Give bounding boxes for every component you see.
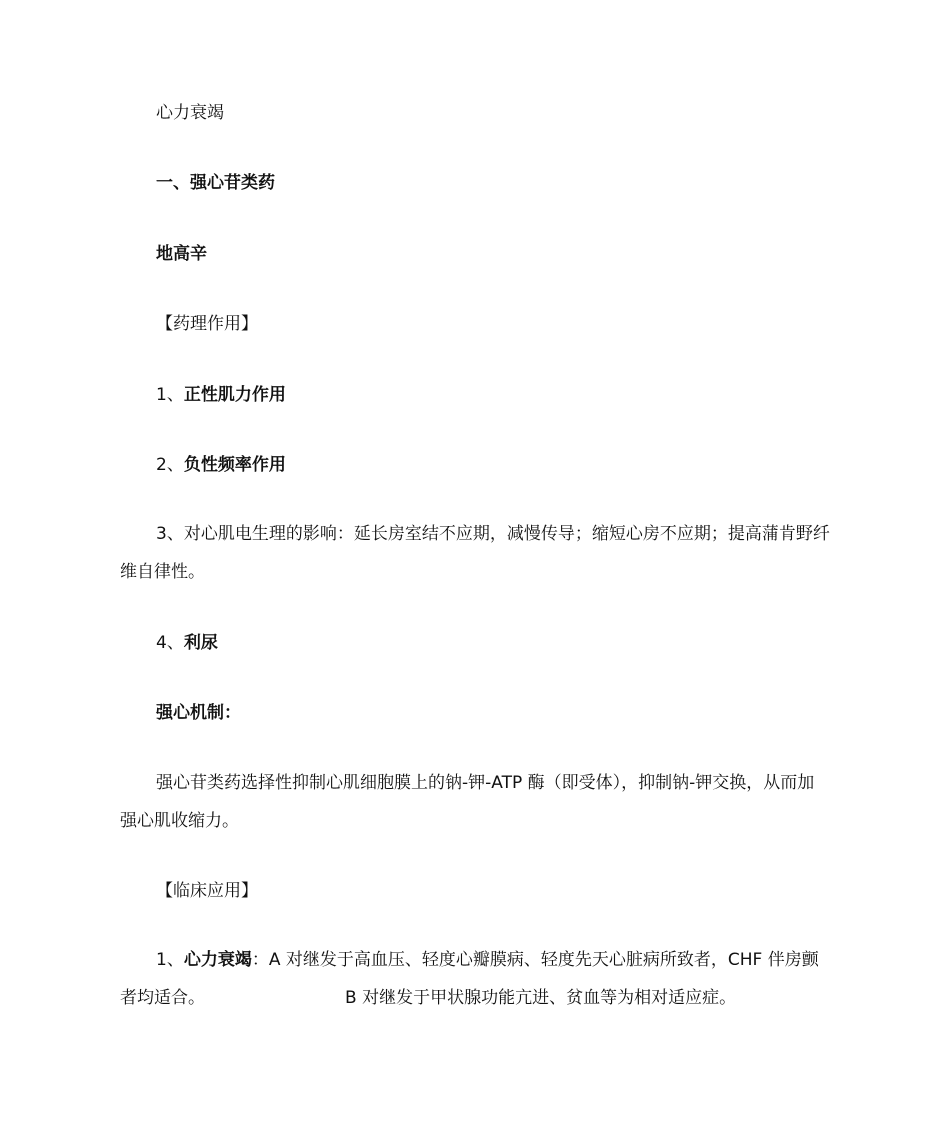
- list-item-text: 负性频率作用: [183, 455, 286, 475]
- clinical-text-b: B 对继发于甲状腺功能亢进、贫血等为相对适应症。: [345, 988, 737, 1008]
- list-item-text: 利尿: [183, 633, 218, 653]
- clinical-colon: ：: [251, 950, 269, 970]
- clinical-label: 心力衰竭: [183, 950, 252, 970]
- list-item-number: 2、: [156, 455, 184, 475]
- electrophysiology-paragraph: 3、对心肌电生理的影响：延长房室结不应期，减慢传导；缩短心房不应期；提高蒲肯野纤维自律性。: [120, 524, 830, 582]
- mechanism-heading: 强心机制：: [156, 703, 241, 723]
- list-item-text: 正性肌力作用: [183, 385, 286, 405]
- list-item: [156, 453, 866, 477]
- list-item-number: 1、: [156, 385, 184, 405]
- list-item: [156, 631, 866, 655]
- mechanism-paragraph: 强心苷类药选择性抑制心肌细胞膜上的钠-钾-ATP 酶（即受体），抑制钠-钾交换，从而加强心肌收缩力。: [120, 773, 815, 831]
- list-item: [156, 383, 866, 407]
- pharmacology-header: 【药理作用】: [156, 314, 258, 334]
- section-heading-cardiac-glycosides: 一、强心苷类药: [156, 173, 275, 193]
- document-title: 心力衰竭: [156, 103, 224, 123]
- clinical-header: 【临床应用】: [156, 881, 258, 901]
- clinical-text-a: A 对继发于高血压、轻度心瓣膜病、轻度先天心脏病所致者，CHF 伴房颤者均适合。: [120, 950, 819, 1008]
- clinical-paragraph: [120, 941, 830, 1017]
- drug-name-heading: 地高辛: [156, 244, 207, 264]
- clinical-number: 1、: [156, 950, 184, 970]
- list-item-number: 4、: [156, 633, 184, 653]
